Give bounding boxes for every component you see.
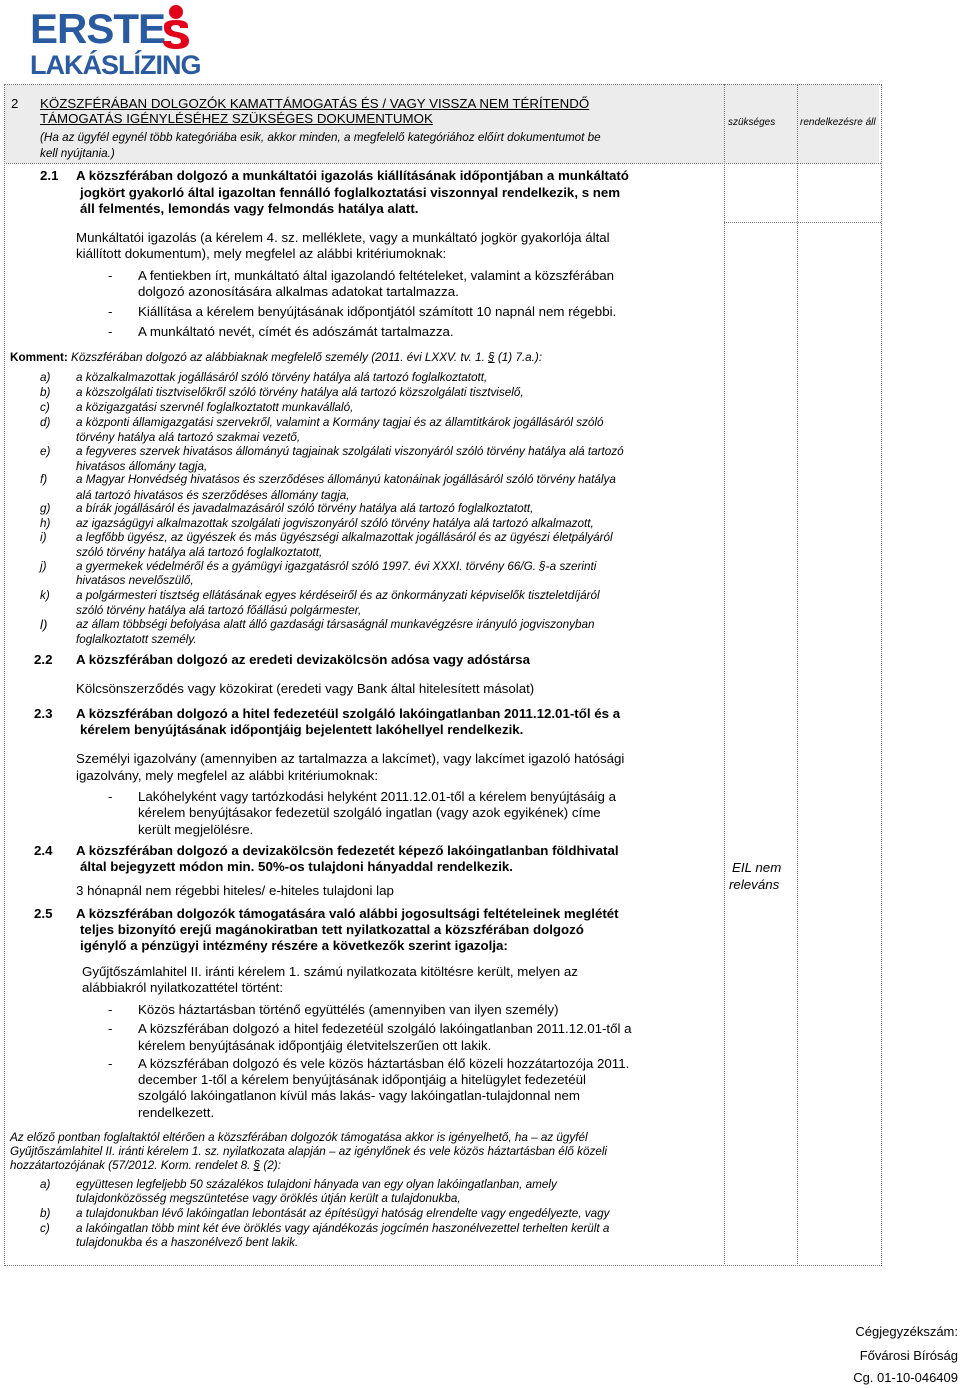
comment-item-text: a fegyveres szervek hivatásos állományú tagjainak szolgálati viszonyáról szóló törvény hatálya alá tartozó	[76, 445, 624, 458]
comment-item-text-cont: törvény hatálya alá tartozó szakmai vezető,	[76, 431, 301, 444]
item-2-4-note-line-1: EIL nem	[732, 860, 782, 875]
comment-item-text: a gyermekek védelméről és a gyámügyi igazgatásról szóló 1997. évi XXXI. törvény 66/G. §-a szerinti	[76, 560, 597, 573]
item-2-3-doc-line-2: igazolvány, mely megfelel az alábbi kritériumoknak:	[76, 768, 379, 783]
final-paragraph-line-3	[10, 1158, 281, 1173]
item-2-3-criterion-1b: kérelem benyújtásakor fedezetül szolgáló ingatlan (vagy azok egyikének) címe	[138, 805, 601, 820]
item-2-1-line-1: A közszférában dolgozó a munkáltatói igazolás kiállításának időpontjában a munkáltató	[76, 168, 629, 183]
section-title-line-1: KÖZSZFÉRÁBAN DOLGOZÓK KAMATTÁMOGATÁS ÉS / VAGY VISSZA NEM TÉRÍTENDŐ	[40, 96, 590, 111]
comment-text: Közszférában dolgozó az alábbiaknak megfelelő személy (2011. évi LXXV. tv. 1.	[71, 351, 485, 364]
comment-item-label: j)	[40, 560, 47, 573]
comment-item-text: a Magyar Honvédség hivatásos és szerződéses állományú katonáinak jogállásáról szóló törvény hatálya	[76, 473, 616, 486]
item-2-3-criterion-1a: Lakóhelyként vagy tartózkodási helyként 2011.12.01-től a kérelem benyújtásáig a	[138, 789, 616, 804]
column-header-available: rendelkezésre áll	[800, 117, 876, 128]
item-2-4-line-2: által bejegyzett módon min. 50%-os tulajdoni hányaddal rendelkezik.	[80, 859, 513, 874]
comment-line	[10, 350, 542, 365]
logo-erste-text: ERSTE	[30, 5, 166, 52]
item-2-5-line-3: igénylő a pénzügyi intézmény részére a következők szerint igazolja:	[80, 938, 508, 953]
final-item-a-line-2: tulajdonközösség megszüntetése vagy öröklés útján került a tulajdonukba,	[76, 1192, 461, 1205]
comment-item-text-cont: foglalkoztatott személy.	[76, 633, 197, 646]
item-2-4-number: 2.4	[34, 843, 53, 858]
item-2-3-doc-line-1: Személyi igazolvány (amennyiben az tartalmazza a lakcímet), vagy lakcímet igazoló hatósági	[76, 751, 625, 766]
comment-item-text-cont: szóló törvény hatálya alá tartozó főállású polgármester,	[76, 604, 362, 617]
logo-lakaslizing-text: LAKÁSLÍZING	[30, 50, 201, 80]
footer-court: Fővárosi Bíróság	[859, 1348, 958, 1363]
final-paragraph-link[interactable]: §	[253, 1159, 261, 1172]
comment-item-text-cont: hivatásos nevelőszülő,	[76, 574, 194, 587]
final-item-c-label: c)	[40, 1222, 50, 1235]
footer-registry-label: Cégjegyzékszám:	[855, 1324, 958, 1339]
item-2-2-title: A közszférában dolgozó az eredeti devizakölcsön adósa vagy adóstársa	[76, 652, 530, 667]
comment-item-label: i)	[40, 531, 47, 544]
item-2-5-statement-3d: rendelkezett.	[138, 1105, 215, 1120]
item-2-1-doc-line-2: kiállított dokumentum), mely megfelel az alábbi kritériumoknak:	[76, 246, 447, 261]
bullet-dash: -	[108, 324, 113, 339]
item-2-4-doc: 3 hónapnál nem régebbi hiteles/ e-hiteles tulajdoni lap	[76, 883, 394, 898]
footer-registry-number: Cg. 01-10-046409	[853, 1370, 958, 1385]
comment-item-text-cont: szóló törvény hatálya alá tartozó foglalkoztatott,	[76, 546, 323, 559]
header-bottom-line	[4, 163, 881, 164]
item-2-2-doc: Kölcsönszerződés vagy közokirat (eredeti vagy Bank által hitelesített másolat)	[76, 681, 535, 696]
comment-item-text: a közigazgatási szervnél foglalkoztatott munkavállaló,	[76, 401, 354, 414]
comment-item-label: a)	[40, 371, 51, 384]
item-2-5-statement-1: Közös háztartásban történő együttélés (amennyiben van ilyen személy)	[138, 1002, 559, 1017]
section-note-line-2: kell nyújtania.)	[40, 147, 115, 160]
bullet-dash: -	[108, 1021, 113, 1036]
item-2-4-line-1: A közszférában dolgozó a devizakölcsön fedezetét képező lakóingatlanban földhivatal	[76, 843, 619, 858]
row-divider-2-1	[724, 222, 881, 223]
comment-item-label: f)	[40, 473, 48, 486]
item-2-5-statement-3b: december 1-től a kérelem benyújtásának időpontjáig a hitelügylet fedezetéül	[138, 1072, 586, 1087]
bullet-dash: -	[108, 304, 113, 319]
comment-item-text-cont: hivatásos állomány tagja,	[76, 460, 208, 473]
final-paragraph-line-2: Gyűjtőszámlahitel II. iránti kérelem 1. sz. nyilatkozata alapján – az igénylőnek és vele közös háztartásban élő közeli	[10, 1145, 608, 1158]
item-2-1-criterion-2: Kiállítása a kérelem benyújtásának időpontjától számított 10 napnál nem régebbi.	[138, 304, 617, 319]
item-2-5-doc-line-1: Gyűjtőszámlahitel II. iránti kérelem 1. számú nyilatkozata kitöltésre került, melyen az	[82, 964, 578, 979]
comment-item-text: a közalkalmazottak jogállásáról szóló törvény hatálya alá tartozó foglalkoztatott,	[76, 371, 488, 384]
final-item-a-label: a)	[40, 1178, 51, 1191]
comment-paragraph-link[interactable]: §	[488, 351, 495, 364]
comment-item-text: az igazságügyi alkalmazottak szolgálati jogviszonyáról szóló törvény hatálya alá tartozó alkalmazott,	[76, 517, 594, 530]
column-header-required: szükséges	[728, 117, 776, 128]
item-2-3-number: 2.3	[34, 706, 53, 721]
comment-item-text-cont: alá tartozó hivatásos és szerződéses állomány tagja,	[76, 489, 350, 502]
item-2-3-line-2: kérelem benyújtásának időpontjáig bejelentett lakóhellyel rendelkezik.	[80, 722, 524, 737]
section-title-line-2: TÁMOGATÁS IGÉNYLÉSÉHEZ SZÜKSÉGES DOKUMENTUMOK	[40, 111, 433, 126]
item-2-5-statement-2a: A közszférában dolgozó a hitel fedezetéül szolgáló lakóingatlanban 2011.12.01-től a	[138, 1021, 632, 1036]
final-item-c-line-2: tulajdonukba és a haszonélvező bent lakik.	[76, 1236, 299, 1249]
item-2-5-line-1: A közszférában dolgozók támogatására való alábbi jogosultsági feltételeinek meglétét	[76, 906, 619, 921]
final-item-a-line-1: együttesen legfeljebb 50 százalékos tulajdoni hányada van egy olyan lakóingatlanban, amely	[76, 1178, 557, 1191]
section-number: 2	[11, 96, 19, 111]
item-2-1-line-2: jogkört gyakorló által igazoltan fennálló foglalkoztatási viszonnyal rendelkezik, s nem	[80, 185, 621, 200]
comment-item-label: c)	[40, 401, 50, 414]
comment-item-label: g)	[40, 502, 51, 515]
final-item-c-line-1: a lakóingatlan több mint két éve öröklés vagy ajándékozás jogcímén haszonélvezettel terhelten került a	[76, 1222, 610, 1235]
comment-item-label: k)	[40, 589, 50, 602]
item-2-4-note-line-2: releváns	[729, 877, 780, 892]
comment-item-label: l)	[40, 617, 48, 632]
item-2-5-statement-2b: kérelem benyújtásának időpontjáig életvitelszerűen ott lakik.	[138, 1038, 492, 1053]
column-divider-1	[724, 84, 725, 1264]
comment-text-tail: (1) 7.a.):	[497, 351, 543, 364]
comment-item-text: a polgármesteri tisztség ellátásának egyes kérdéseiről és az önkormányzati képviselők tiszteletdíjáról	[76, 589, 600, 602]
item-2-2-number: 2.2	[34, 652, 53, 667]
item-2-1-doc-line-1: Munkáltatói igazolás (a kérelem 4. sz. melléklete, vagy a munkáltató jogkör gyakorlója által	[76, 230, 610, 245]
item-2-3-criterion-1c: került megjelölésre.	[138, 822, 254, 837]
column-divider-2	[797, 84, 798, 1264]
final-paragraph-line-3-tail: (2):	[263, 1159, 281, 1172]
erste-logo	[30, 4, 220, 82]
item-2-1-criterion-3: A munkáltató nevét, címét és adószámát tartalmazza.	[138, 324, 454, 339]
comment-item-label: e)	[40, 445, 51, 458]
item-2-5-line-2: teljes bizonyító erejű magánokiratban tett nyilatkozattal a közszférában dolgozó	[80, 922, 584, 937]
comment-item-label: d)	[40, 416, 51, 429]
erste-s-symbol-icon	[160, 4, 192, 50]
comment-item-text: a közszolgálati tisztviselőkről szóló törvény hatálya alá tartozó közszolgálati tisztviselő,	[76, 386, 524, 399]
item-2-5-doc-line-2: alábbiakról nyilatkozattétel történt:	[82, 980, 284, 995]
comment-item-text: a központi államigazgatási szervekről, valamint a Kormány tagjai és az államtitkárok jogállásáról szóló	[76, 416, 604, 429]
item-2-1-criterion-1a: A fentiekben írt, munkáltató által igazolandó feltételeket, valamint a közszférában	[138, 268, 615, 283]
item-2-1-line-3: áll felmentés, lemondás vagy felmondás hatálya alatt.	[80, 201, 419, 216]
final-item-b-label: b)	[40, 1207, 51, 1220]
bullet-dash: -	[108, 1002, 113, 1017]
section-note-line-1: (Ha az ügyfél egynél több kategóriába esik, akkor minden, a megfelelő kategóriához előírt dokumentumot be	[40, 131, 601, 144]
comment-item-text: a legfőbb ügyész, az ügyészek és más ügyészségi alkalmazottak jogállásáról és az ügyészi életpályáról	[76, 531, 613, 544]
bullet-dash: -	[108, 789, 113, 804]
item-2-5-statement-3c: szolgáló lakóingatlanon kívül más lakás- vagy lakóingatlan-tulajdonnal nem	[138, 1088, 581, 1103]
comment-item-label: h)	[40, 517, 51, 530]
final-paragraph-line-3-text: hozzátartozójának (57/2012. Korm. rendelet 8.	[10, 1159, 251, 1172]
final-item-b-line-1: a tulajdonukban lévő lakóingatlan lebontását az építésügyi hatóság elrendelte vagy engedélyezte, vagy	[76, 1207, 610, 1220]
bullet-dash: -	[108, 268, 113, 283]
final-paragraph-line-1: Az előző pontban foglaltaktól eltérően a közszférában dolgozók támogatása akkor is igényelhető, ha – az ügyfél	[10, 1131, 588, 1144]
item-2-1-number: 2.1	[40, 168, 59, 183]
item-2-5-statement-3a: A közszférában dolgozó és vele közös háztartásban élő közeli hozzátartozója 2011.	[138, 1056, 630, 1071]
comment-item-text: a bírák jogállásáról és javadalmazásáról szóló törvény hatálya alá tartozó foglalkoztatott,	[76, 502, 534, 515]
comment-item-label: b)	[40, 386, 51, 399]
bullet-dash: -	[108, 1056, 113, 1071]
item-2-1-criterion-1b: dolgozó azonosítására alkalmas adatokat tartalmazza.	[138, 284, 459, 299]
item-2-3-line-1: A közszférában dolgozó a hitel fedezetéül szolgáló lakóingatlanban 2011.12.01-től és a	[76, 706, 621, 721]
comment-label: Komment:	[10, 351, 68, 364]
item-2-5-number: 2.5	[34, 906, 53, 921]
comment-item-text: az állam többségi befolyása alatt álló gazdasági társaságnál munkavégzésre irányuló jogviszonyban	[76, 618, 595, 631]
